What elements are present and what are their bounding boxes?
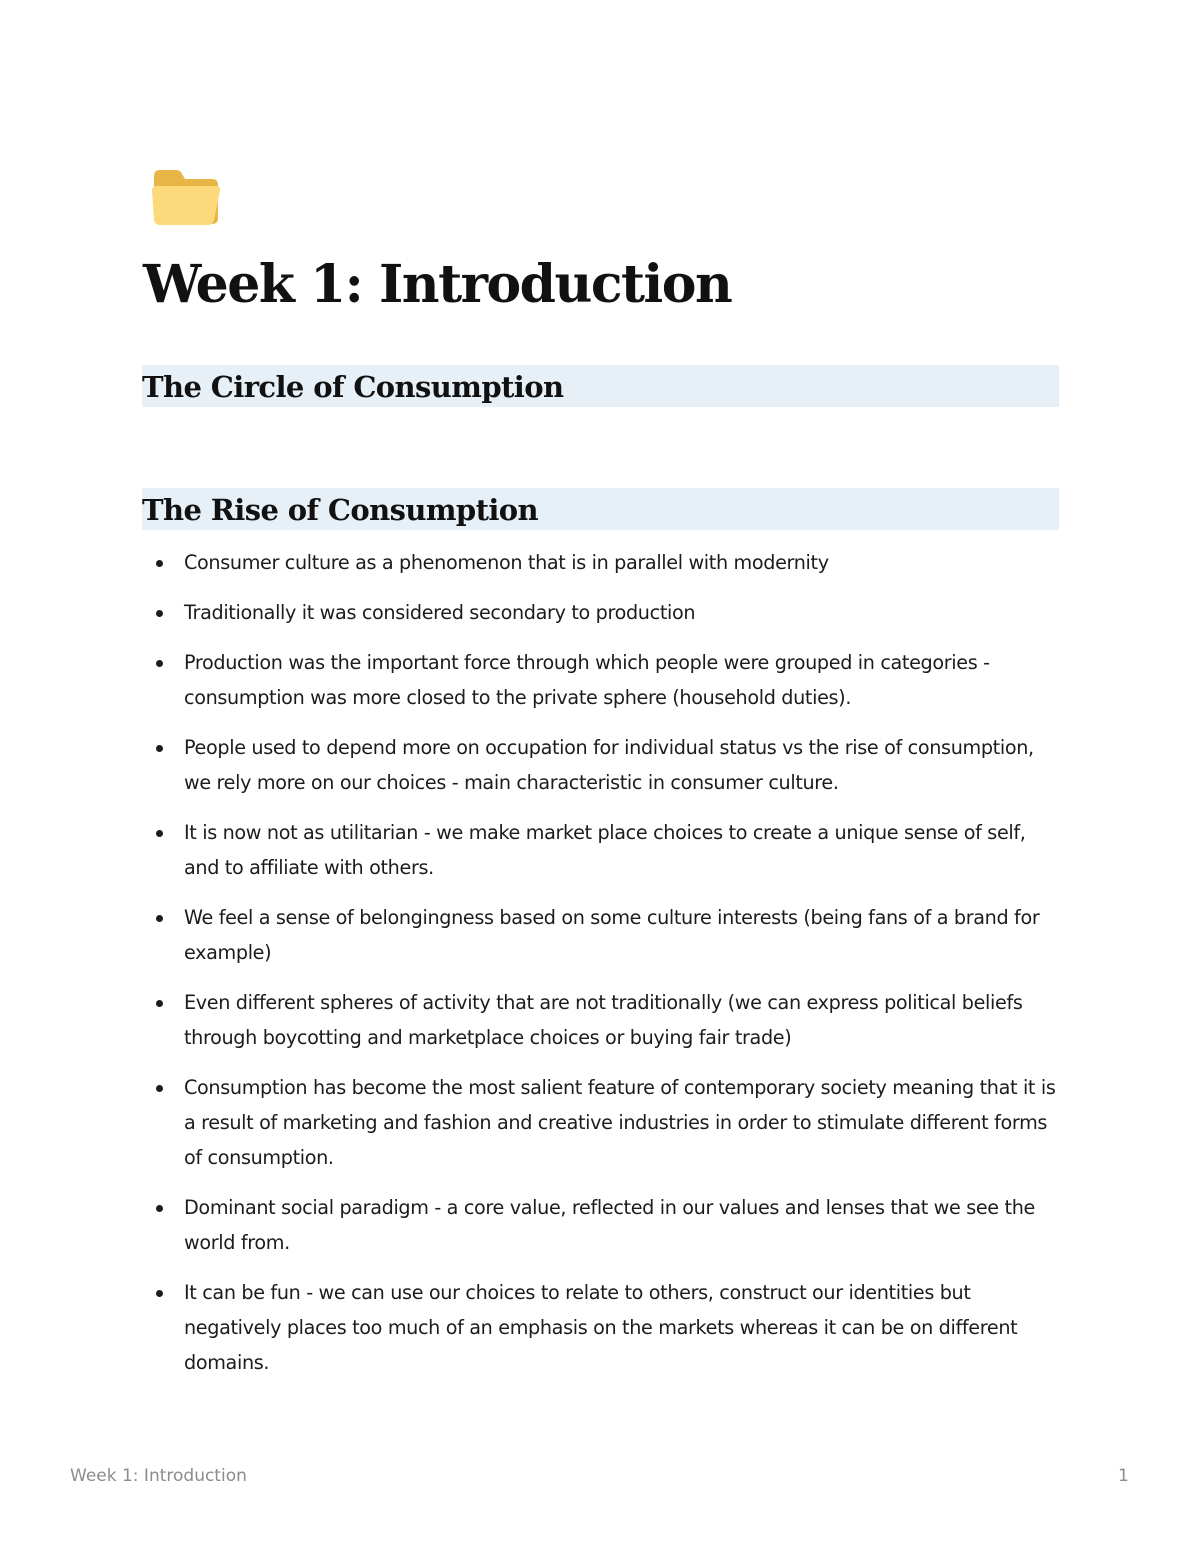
list-item: Dominant social paradigm - a core value, reflected in our values and lenses that we see the world from. bbox=[140, 1190, 1060, 1260]
section-heading-rise-of-consumption: The Rise of Consumption bbox=[142, 488, 1059, 530]
list-item: Even different spheres of activity that are not traditionally (we can express political beliefs through boycotting and marketplace choices or buying fair trade) bbox=[140, 985, 1060, 1055]
list-item: It can be fun - we can use our choices to relate to others, construct our identities but negatively places too much of an emphasis on the markets whereas it can be on different domains. bbox=[140, 1275, 1060, 1380]
footer-title: Week 1: Introduction bbox=[70, 1466, 247, 1486]
list-item: Consumption has become the most salient feature of contemporary society meaning that it is a result of marketing and fashion and creative industries in order to stimulate different forms of consumption. bbox=[140, 1070, 1060, 1175]
list-item: Traditionally it was considered secondary to production bbox=[140, 595, 1060, 630]
bullet-icon bbox=[156, 1205, 163, 1212]
bullet-icon bbox=[156, 660, 163, 667]
bullet-icon bbox=[156, 745, 163, 752]
bullet-icon bbox=[156, 1085, 163, 1092]
bullet-list bbox=[140, 545, 1060, 1395]
list-item: People used to depend more on occupation for individual status vs the rise of consumption, we rely more on our choices - main characteristic in consumer culture. bbox=[140, 730, 1060, 800]
footer-page-number: 1 bbox=[1118, 1466, 1129, 1486]
page-title: Week 1: Introduction bbox=[143, 254, 732, 315]
bullet-icon bbox=[156, 830, 163, 837]
list-item: We feel a sense of belongingness based on some culture interests (being fans of a brand for example) bbox=[140, 900, 1060, 970]
bullet-icon bbox=[156, 560, 163, 567]
section-heading-circle-of-consumption: The Circle of Consumption bbox=[142, 365, 1059, 407]
bullet-icon bbox=[156, 1290, 163, 1297]
list-item: Production was the important force through which people were grouped in categories - consumption was more closed to the private sphere (household duties). bbox=[140, 645, 1060, 715]
bullet-icon bbox=[156, 1000, 163, 1007]
bullet-icon bbox=[156, 915, 163, 922]
list-item: It is now not as utilitarian - we make market place choices to create a unique sense of self, and to affiliate with others. bbox=[140, 815, 1060, 885]
bullet-icon bbox=[156, 610, 163, 617]
list-item: Consumer culture as a phenomenon that is in parallel with modernity bbox=[140, 545, 1060, 580]
folder-icon bbox=[148, 162, 222, 228]
